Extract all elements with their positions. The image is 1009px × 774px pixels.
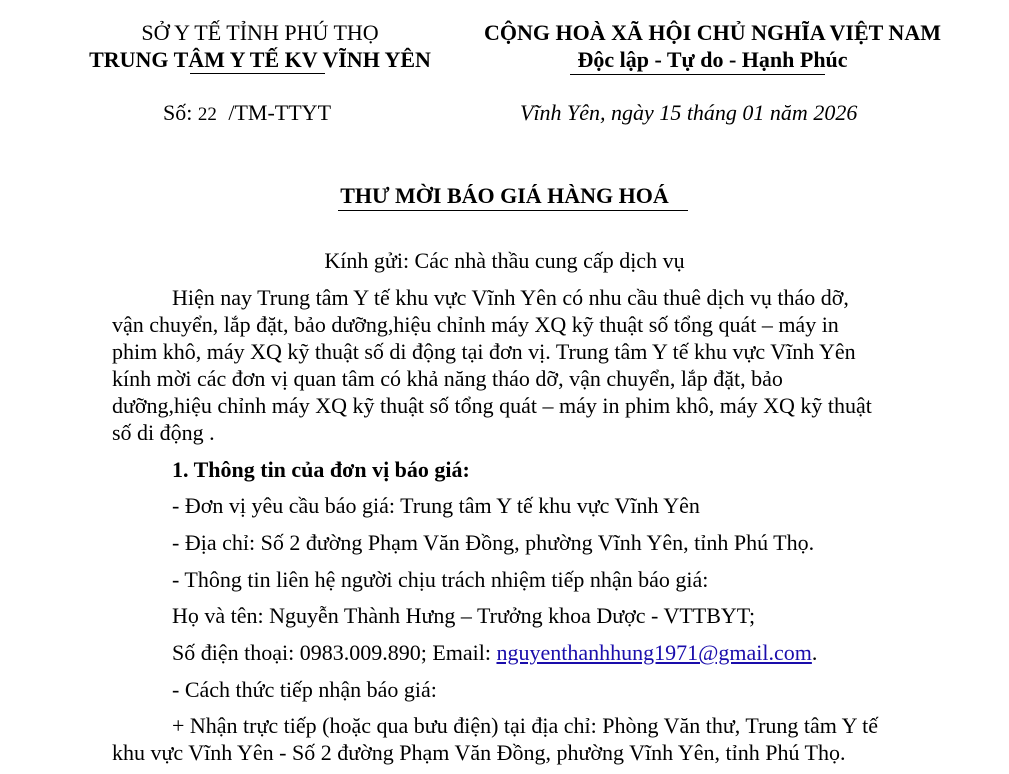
intro-line: dưỡng,hiệu chỉnh máy XQ kỹ thuật số tổng quát – máy in phim khô, máy XQ kỹ thuật [112,393,872,418]
intro-line: số di động . [112,420,215,445]
so-label: Số: [163,100,193,125]
phone-text: Số điện thoại: 0983.009.890; Email: [172,640,497,665]
header-right-underline [570,74,825,75]
header-country: CỘNG HOÀ XÃ HỘI CHỦ NGHĨA VIỆT NAM [484,20,941,45]
requesting-unit: - Đơn vị yêu cầu báo giá: Trung tâm Y tế khu vực Vĩnh Yên [172,493,700,518]
intro-line: phim khô, máy XQ kỹ thuật số di động tại đơn vị. Trung tâm Y tế khu vực Vĩnh Yên [112,339,856,364]
email-link[interactable]: nguyenthanhhung1971@gmail.com [496,640,812,665]
title-underline [338,210,688,211]
intro-line: Hiện nay Trung tâm Y tế khu vực Vĩnh Yên có nhu cầu thuê dịch vụ tháo dỡ, [172,285,849,310]
receiving-direct-line: khu vực Vĩnh Yên - Số 2 đường Phạm Văn Đồng, phường Vĩnh Yên, tỉnh Phú Thọ. [112,740,846,765]
section-heading: 1. Thông tin của đơn vị báo giá: [172,457,470,482]
so-suffix: /TM-TTYT [228,100,332,125]
recipient: Kính gửi: Các nhà thầu cung cấp dịch vụ [324,248,685,273]
phone-suffix: . [811,640,818,665]
contact-name: Họ và tên: Nguyễn Thành Hưng – Trưởng khoa Dược - VTTBYT; [172,603,756,628]
header-motto: Độc lập - Tự do - Hạnh Phúc [577,47,848,72]
document-title: THƯ MỜI BÁO GIÁ HÀNG HOÁ [340,183,669,208]
contact-phone-email [172,639,817,666]
receiving-direct-line: + Nhận trực tiếp (hoặc qua bưu điện) tại địa chỉ: Phòng Văn thư, Trung tâm Y tế [172,713,879,738]
intro-line: kính mời các đơn vị quan tâm có khả năng tháo dỡ, vận chuyển, lắp đặt, bảo [112,366,783,391]
receiving-method: - Cách thức tiếp nhận báo giá: [172,677,437,702]
header-left-underline [190,73,325,74]
header-agency: SỞ Y TẾ TỈNH PHÚ THỌ [141,20,379,45]
so-number: 22 [197,104,217,125]
contact-info-heading: - Thông tin liên hệ người chịu trách nhiệm tiếp nhận báo giá: [172,567,709,592]
address: - Địa chỉ: Số 2 đường Phạm Văn Đồng, phường Vĩnh Yên, tỉnh Phú Thọ. [172,530,815,555]
document-date: Vĩnh Yên, ngày 15 tháng 01 năm 2026 [520,100,858,125]
header-unit: TRUNG TÂM Y TẾ KV VĨNH YÊN [89,47,431,72]
document-number [163,100,331,128]
intro-line: vận chuyển, lắp đặt, bảo dưỡng,hiệu chỉnh máy XQ kỹ thuật số tổng quát – máy in [112,312,839,337]
